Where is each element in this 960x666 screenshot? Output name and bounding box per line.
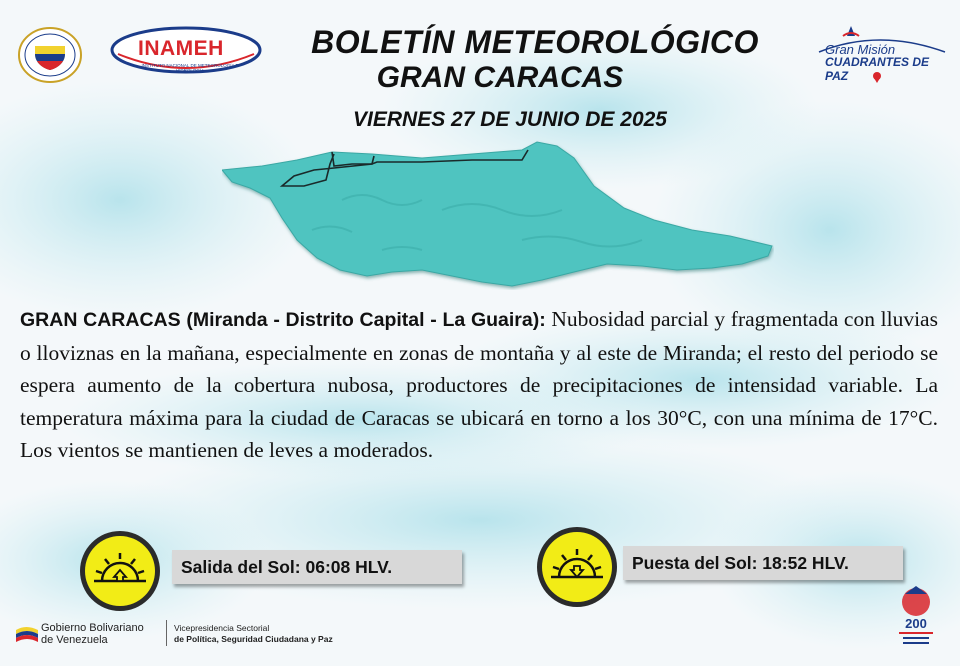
- page-title: BOLETÍN METEOROLÓGICO: [311, 24, 759, 60]
- gran-mision-logo: [815, 22, 950, 84]
- gobierno-line1: Gobierno Bolivariano: [41, 622, 144, 634]
- vicepresidencia-line1: Vicepresidencia Sectorial: [174, 623, 270, 633]
- forecast-paragraph: [20, 303, 938, 467]
- inameh-subtitle: INSTITUTO NACIONAL DE METEOROLOGÍA E HIDROLOGÍA: [141, 63, 239, 73]
- sunset-symbol: [537, 527, 617, 607]
- inameh-name: INAMEH: [138, 37, 224, 60]
- bulletin-date: VIERNES 27 DE JUNIO DE 2025: [353, 108, 667, 131]
- gobierno-line2: de Venezuela: [41, 634, 108, 646]
- bicentenario-logo: [893, 584, 939, 648]
- gran-mision-text: Gran Misión: [825, 42, 896, 57]
- gran-caracas-map: [222, 140, 774, 290]
- svg-text:200: 200: [905, 616, 927, 631]
- map-region: [222, 142, 772, 286]
- vicepresidencia-line2: de Política, Seguridad Ciudadana y Paz: [174, 634, 333, 644]
- cuadrantes-text: CUADRANTES DE PAZ: [825, 55, 930, 83]
- sunrise-icon: [80, 531, 160, 611]
- sunset-label: Puesta del Sol: 18:52 HLV.: [623, 546, 903, 580]
- ministry-seal-logo: [17, 26, 83, 84]
- sunrise-symbol: [80, 531, 160, 611]
- inameh-logo: [108, 24, 264, 76]
- forecast-region: GRAN CARACAS (Miranda - Distrito Capital - La Guaira):: [20, 309, 546, 331]
- footer-divider: [166, 620, 167, 646]
- venezuela-flag-icon: [15, 624, 39, 644]
- sunset-icon: [537, 527, 617, 607]
- forecast-text: Nubosidad parcial y fragmentada con lluvias o lloviznas en la mañana, especialmente en zonas de montaña y al este de Miranda; el resto del periodo se espera aumento de la cobertura nubosa, productores de precipitaciones de intensidad variable. La temperatura máxima para la ciudad de Caracas se ubicará en torno a los 30°C, con una mínima de 17°C. Los vientos se mantienen de leves a moderados.: [20, 307, 938, 462]
- sunrise-label: Salida del Sol: 06:08 HLV.: [172, 550, 462, 584]
- page-subtitle: GRAN CARACAS: [376, 61, 624, 94]
